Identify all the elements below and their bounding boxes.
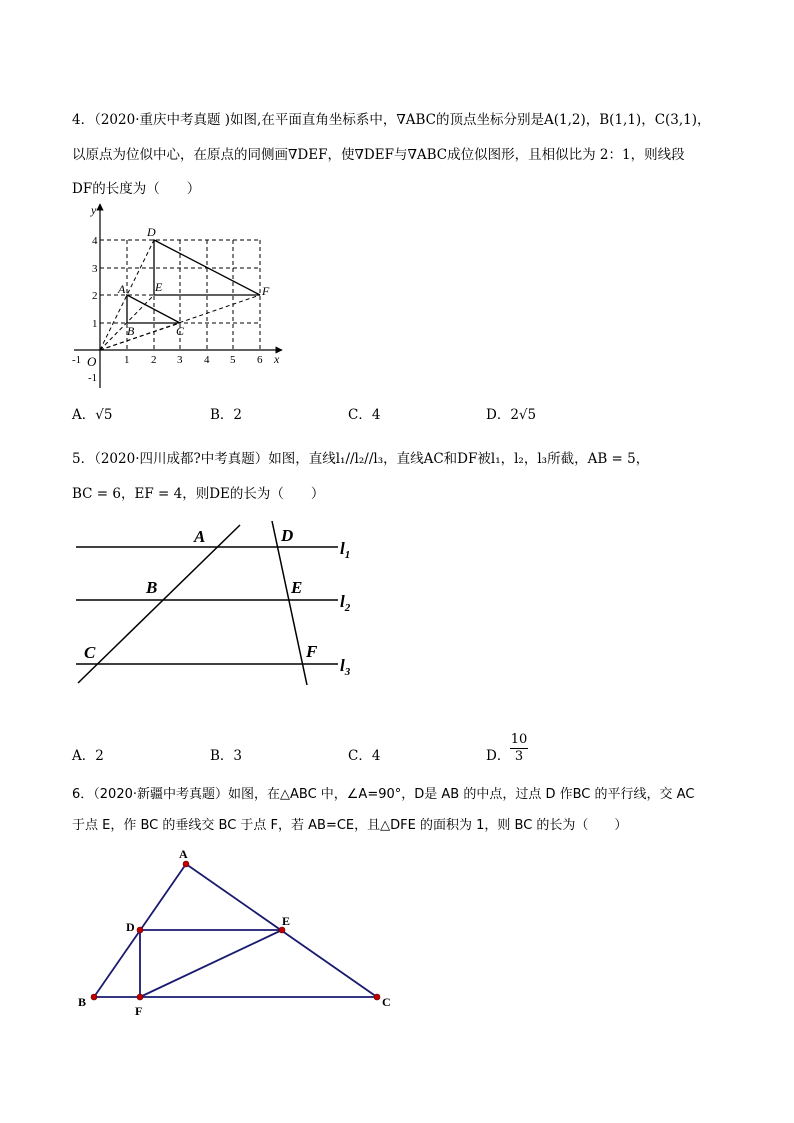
q5-option-c: C．4 (348, 748, 381, 764)
q6-point-a: A (179, 847, 188, 861)
q4-axis-x-label: x (274, 352, 280, 366)
q4-point-a: A (118, 282, 126, 296)
q4-option-c: C．4 (348, 407, 381, 423)
q6-point-d: D (126, 920, 135, 934)
q5-option-d: D． (486, 748, 511, 764)
q4-ytick: -1 (88, 372, 98, 384)
q5-line-ac (78, 525, 240, 683)
q4-xtick: 1 (124, 354, 130, 366)
q5-label-l3: $l_3$ (340, 656, 351, 678)
q4-option-b: B．2 (210, 407, 243, 423)
q5-line2: BC = 6，EF = 4，则DE的长为（ ） (72, 486, 325, 502)
q5-label-l1: $l_1$ (340, 539, 351, 561)
q6-segment-fe (140, 930, 282, 997)
q5-point-c: C (84, 643, 96, 662)
q6-figure (70, 843, 400, 1023)
q4-line3: DF的长度为（ ） (72, 181, 201, 197)
q4-line1: 4．（2020·重庆中考真题 )如图,在平面直角坐标系中，∇ABC的顶点坐标分别是A(1,2)，B(1,1)，C(3,1)， (72, 112, 711, 128)
q6-point-f: F (135, 1004, 143, 1018)
q4-point-c: C (176, 324, 185, 338)
q6-dot-b (91, 994, 97, 1000)
q6-dot-a (183, 861, 189, 867)
q4-xtick: -1 (72, 354, 82, 366)
q5-option-b: B．3 (210, 748, 243, 764)
q4-option-d: D．2√5 (486, 407, 537, 423)
q6-point-e: E (282, 914, 291, 928)
q4-xtick: 6 (257, 354, 263, 366)
q4-xtick: 4 (204, 354, 210, 366)
q5-option-d-fraction (510, 732, 528, 765)
q5-point-b: B (146, 578, 158, 597)
q6-point-b: B (78, 995, 87, 1009)
q4-xtick: 2 (151, 354, 157, 366)
q4-xtick: 5 (230, 354, 236, 366)
fraction-numerator: 10 (510, 732, 528, 747)
fraction-denominator: 3 (514, 749, 524, 764)
q4-point-e: E (155, 280, 163, 294)
q4-ytick: 4 (92, 235, 98, 247)
q5-point-a: A (194, 527, 206, 546)
q5-option-a: A．2 (72, 748, 104, 764)
q5-point-d: D (281, 526, 294, 545)
q4-axis-y-label: y (91, 203, 97, 217)
q4-ytick: 2 (92, 290, 98, 302)
q6-dot-d (137, 927, 143, 933)
q4-ytick: 3 (92, 263, 98, 275)
q5-line-df (272, 521, 307, 685)
q5-point-e: E (291, 578, 303, 597)
q6-line2: 于点 E，作 BC 的垂线交 BC 于点 F，若 AB=CE，且△DFE 的面积为 1，则 BC 的长为（ ） (72, 818, 628, 833)
q5-figure (70, 515, 370, 695)
q4-point-d: D (147, 225, 156, 239)
q5-point-f: F (306, 642, 318, 661)
q6-line1: 6．（2020·新疆中考真题）如图，在△ABC 中，∠A=90°，D是 AB 的中点，过点 D 作BC 的平行线，交 AC (72, 787, 695, 802)
q4-ytick: 1 (92, 318, 98, 330)
q4-xtick: 3 (177, 354, 183, 366)
q6-dot-c (374, 994, 380, 1000)
q6-point-c: C (382, 995, 391, 1009)
q4-point-f: F (262, 284, 270, 298)
q4-figure (60, 198, 300, 398)
q6-dot-f (137, 994, 143, 1000)
q4-point-b: B (127, 324, 135, 338)
q5-label-l2: $l_2$ (340, 592, 351, 614)
q4-origin-label: O (87, 354, 97, 369)
q4-line2: 以原点为位似中心，在原点的同侧画∇DEF，使∇DEF与∇ABC成位似图形，且相似比为 2：1，则线段 (72, 147, 685, 163)
q4-option-a: A．√5 (72, 407, 113, 423)
q5-line1: 5．（2020·四川成都?中考真题）如图，直线l₁//l₂//l₃，直线AC和DF被l₁，l₂，l₃所截，AB = 5， (72, 451, 650, 467)
